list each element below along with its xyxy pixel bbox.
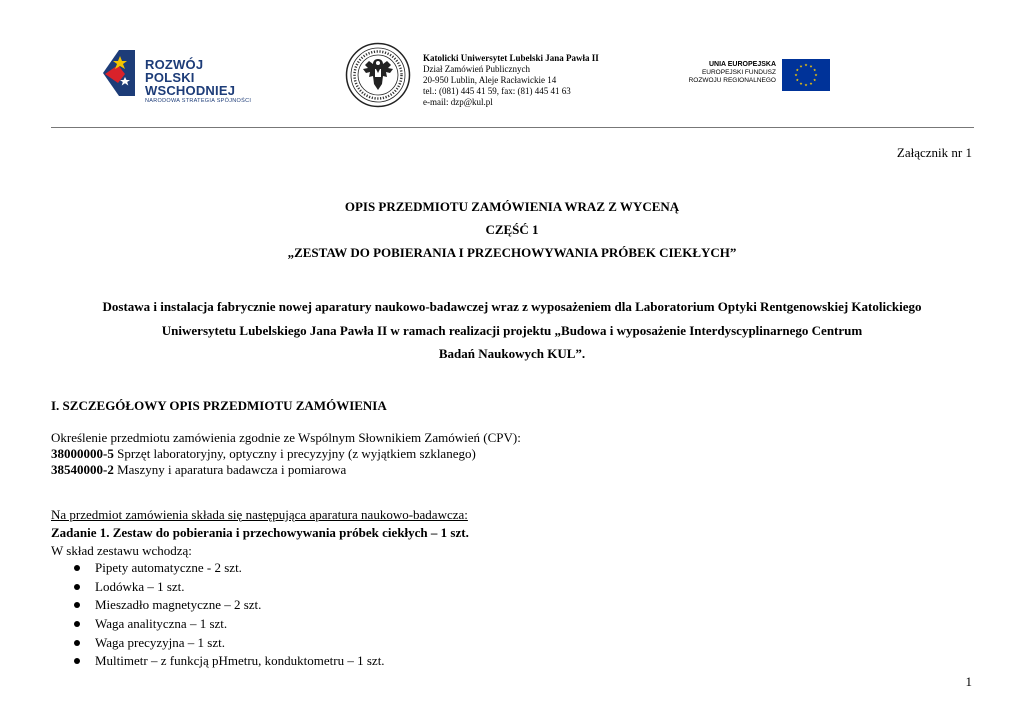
university-email: e-mail: dzp@kul.pl (423, 97, 493, 107)
list-item-text: Waga analityczna – 1 szt. (95, 616, 228, 632)
document-part: CZĘŚĆ 1 (485, 222, 539, 237)
university-phone: tel.: (081) 445 41 59, fax: (81) 445 41 63 (423, 86, 571, 96)
lead-line-1: Dostawa i instalacja fabrycznie nowej aparatury naukowo-badawczej wraz z wyposażeniem dla Laboratorium Optyki Rentgenowskiej Katolickiego (102, 299, 922, 314)
kit-items-list (74, 560, 385, 672)
cpv-code: 38000000-5 (51, 446, 114, 461)
cpv-intro: Określenie przedmiotu zamówienia zgodnie ze Wspólnym Słownikiem Zamówień (CPV): (51, 430, 521, 445)
list-item (74, 597, 385, 616)
list-item (74, 635, 385, 654)
eu-fund-label (680, 61, 776, 85)
cpv-entry (51, 446, 476, 462)
rpw-logo-text (145, 58, 283, 106)
list-item-text: Pipety automatyczne - 2 szt. (95, 560, 242, 575)
cpv-code: 38540000-2 (51, 462, 114, 477)
document-title: OPIS PRZEDMIOTU ZAMÓWIENIA WRAZ Z WYCENĄ (344, 199, 680, 214)
university-contact-block (423, 53, 599, 108)
cpv-description: Maszyny i aparatura badawcza i pomiarowa (113, 462, 347, 477)
kit-intro: W skład zestawu wchodzą: (51, 543, 192, 558)
bullet-icon (74, 584, 80, 590)
bullet-icon (74, 658, 80, 664)
kul-university-seal-icon (345, 42, 411, 108)
section-heading: I. SZCZEGÓŁOWY OPIS PRZEDMIOTU ZAMÓWIENIA (51, 398, 387, 413)
list-item (74, 616, 385, 635)
eu-label-line1: UNIA EUROPEJSKA (708, 61, 776, 68)
list-item-text: Waga precyzyjna – 1 szt. (95, 634, 225, 650)
bullet-icon (74, 565, 80, 571)
list-item (74, 653, 385, 672)
annex-label: Załącznik nr 1 (896, 145, 972, 160)
list-item (74, 560, 385, 579)
list-item-text: Lodówka – 1 szt. (95, 578, 185, 594)
task-heading: Zadanie 1. Zestaw do pobierania i przechowywania próbek ciekłych – 1 szt. (51, 525, 469, 540)
eu-flag-icon (782, 59, 830, 91)
rpw-logo-line1: ROZWÓJ (145, 57, 204, 72)
university-department: Dział Zamówień Publicznych (423, 64, 530, 74)
bullet-icon (74, 640, 80, 646)
page-number: 1 (965, 674, 972, 689)
cpv-description: Sprzęt laboratoryjny, optyczny i precyzyjny (z wyjątkiem szklanego) (113, 446, 476, 461)
eu-label-line3: ROZWOJU REGIONALNEGO (688, 77, 776, 84)
header-divider (51, 127, 974, 128)
document-subtitle: „ZESTAW DO POBIERANIA I PRZECHOWYWANIA PRÓBEK CIEKŁYCH” (287, 245, 737, 260)
university-name: Katolicki Uniwersytet Lubelski Jana Pawła II (423, 53, 599, 63)
bullet-icon (74, 621, 80, 627)
list-item-text: Mieszadło magnetyczne – 2 szt. (95, 597, 262, 613)
bullet-icon (74, 602, 80, 608)
lead-line-2: Uniwersytetu Lubelskiego Jana Pawła II w ramach realizacji projektu „Budowa i wyposażenie Interdyscyplinarnego Centrum (161, 323, 863, 338)
university-address: 20-950 Lublin, Aleje Racławickie 14 (423, 75, 557, 85)
eu-label-line2: EUROPEJSKI FUNDUSZ (701, 69, 776, 76)
supply-intro: Na przedmiot zamówienia składa się następująca aparatura naukowo-badawcza: (51, 507, 468, 522)
list-item-text: Multimetr – z funkcją pHmetru, konduktometru – 1 szt. (95, 653, 385, 669)
lead-line-3: Badań Naukowych KUL”. (438, 346, 586, 361)
rozwoj-polski-wschodniej-logo (103, 50, 283, 104)
rpw-logo-line3: NARODOWA STRATEGIA SPÓJNOŚCI (145, 98, 252, 104)
rpw-emblem-icon (103, 50, 135, 96)
rpw-logo-line2: POLSKI WSCHODNIEJ (145, 70, 236, 98)
list-item (74, 579, 385, 598)
cpv-entry (51, 462, 346, 478)
